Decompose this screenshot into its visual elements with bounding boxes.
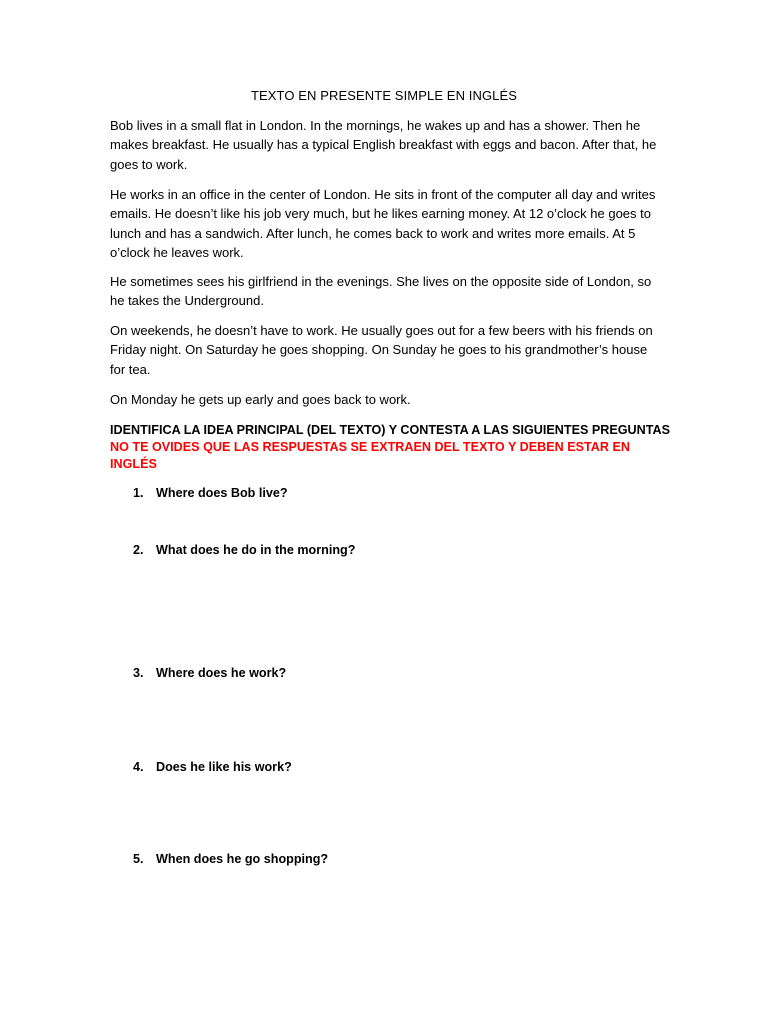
question-number: 5.	[133, 852, 144, 866]
instruction-text: IDENTIFICA LA IDEA PRINCIPAL (DEL TEXTO) Y CONTESTA A LAS SIGUIENTES PREGUNTAS	[110, 423, 670, 437]
question-text: Where does he work?	[156, 666, 287, 680]
question-4	[133, 760, 292, 774]
question-text: Does he like his work?	[156, 760, 292, 774]
question-number: 3.	[133, 666, 144, 680]
question-number: 1.	[133, 486, 144, 500]
question-1	[133, 486, 288, 500]
question-text: Where does Bob live?	[156, 486, 288, 500]
paragraph-2: He works in an office in the center of London. He sits in front of the computer all day and writes emails. He doesn’t like his job very much, but he likes earning money. At 12 o’clock he goes to lunch and has a sandwich. After lunch, he comes back to work and writes more emails. At 5 o’clock he leaves work.	[110, 187, 656, 260]
paragraph-1: Bob lives in a small flat in London. In the mornings, he wakes up and has a shower. Then he makes breakfast. He usually has a typical English breakfast with eggs and bacon. After that, he goes to work.	[110, 118, 657, 172]
question-number: 4.	[133, 760, 144, 774]
question-number: 2.	[133, 543, 144, 557]
question-text: When does he go shopping?	[156, 852, 329, 866]
paragraph-3: He sometimes sees his girlfriend in the evenings. She lives on the opposite side of London, so he takes the Underground.	[110, 274, 652, 309]
question-5	[133, 852, 328, 866]
document-title: TEXTO EN PRESENTE SIMPLE EN INGLÉS	[250, 88, 518, 103]
paragraph-4: On weekends, he doesn’t have to work. He usually goes out for a few beers with his friends on Friday night. On Saturday he goes shopping. On Sunday he goes to his grandmother’s house for tea.	[110, 323, 653, 377]
paragraph-5: On Monday he gets up early and goes back to work.	[110, 392, 411, 407]
warning-text: NO TE OVIDES QUE LAS RESPUESTAS SE EXTRAEN DEL TEXTO Y DEBEN ESTAR EN INGLÉS	[110, 440, 630, 471]
question-text: What does he do in the morning?	[156, 543, 356, 557]
question-2	[133, 543, 355, 557]
question-3	[133, 666, 286, 680]
